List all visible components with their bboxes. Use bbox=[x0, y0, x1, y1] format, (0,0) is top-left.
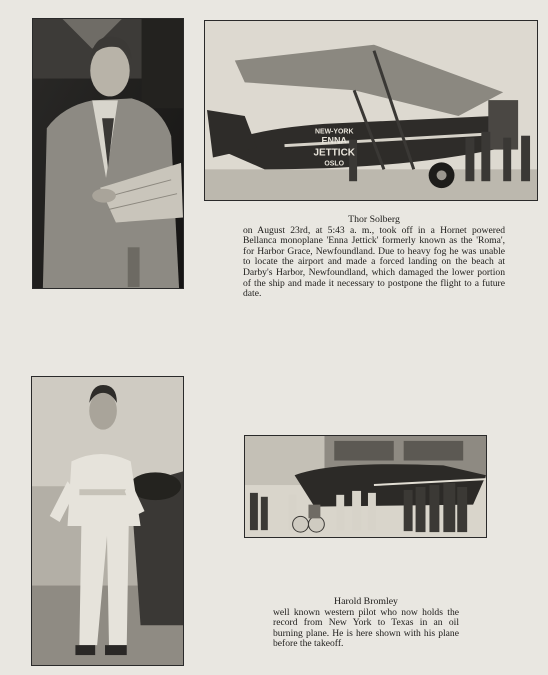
plane-marking-line3: JETTICK bbox=[313, 147, 355, 159]
plane-marking-line2: ENNA bbox=[321, 135, 347, 146]
enna-jettick-plane-photo bbox=[204, 20, 538, 201]
thor-solberg-photo bbox=[32, 18, 184, 289]
solberg-caption bbox=[243, 215, 505, 300]
bromley-caption-title: Harold Bromley bbox=[334, 596, 398, 607]
bromley-plane-photo bbox=[244, 435, 487, 538]
bromley-caption bbox=[273, 597, 459, 650]
bromley-caption-text: well known western pilot who now holds the record from New York to Texas in an oil burning plane. He is here shown with his plane before the takeoff. bbox=[273, 606, 459, 650]
solberg-caption-text: on August 23rd, at 5:43 a. m., took off in a Hornet powered Bellanca monoplane 'Enna Jettick' formerly known as the 'Roma', for Harbor Grace, Newfoundland. Due to heavy fog he was unable to locate the airport and made a forced landing on the beach at Darby's Harbor, Newfoundland, which damaged the lower portion of the ship and made it necessary to postpone the flight to a future date. bbox=[243, 224, 505, 300]
plane-marking-line4: OSLO bbox=[324, 160, 345, 168]
solberg-caption-title: Thor Solberg bbox=[348, 214, 400, 225]
plane-marking-line1: NEW-YORK bbox=[314, 128, 354, 136]
harold-bromley-photo bbox=[31, 376, 184, 666]
